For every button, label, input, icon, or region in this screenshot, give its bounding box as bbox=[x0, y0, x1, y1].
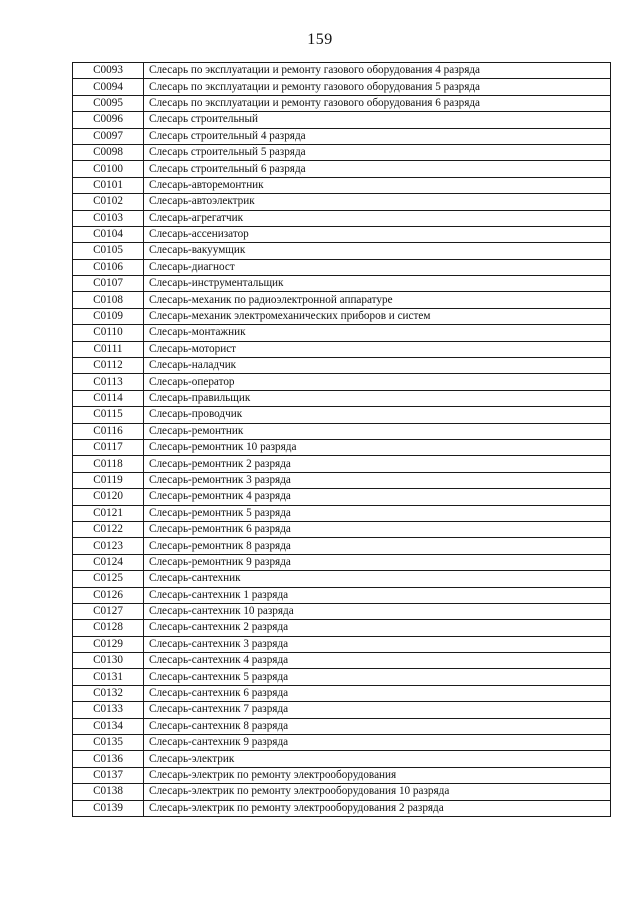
table-row bbox=[73, 784, 611, 800]
occupation-code: С0121 bbox=[73, 505, 144, 521]
occupation-name: Слесарь-сантехник 1 разряда bbox=[144, 587, 611, 603]
table-row bbox=[73, 358, 611, 374]
occupation-name: Слесарь-ремонтник 6 разряда bbox=[144, 521, 611, 537]
occupation-name: Слесарь-электрик bbox=[144, 751, 611, 767]
table-row bbox=[73, 603, 611, 619]
occupation-code: С0128 bbox=[73, 620, 144, 636]
occupation-name: Слесарь-ремонтник 5 разряда bbox=[144, 505, 611, 521]
occupation-code: С0130 bbox=[73, 653, 144, 669]
table-row bbox=[73, 226, 611, 242]
occupation-code: С0093 bbox=[73, 63, 144, 79]
table-row bbox=[73, 538, 611, 554]
table-body bbox=[73, 63, 611, 817]
table-row bbox=[73, 276, 611, 292]
occupation-code: С0109 bbox=[73, 308, 144, 324]
occupation-code: С0102 bbox=[73, 194, 144, 210]
occupation-name: Слесарь-механик по радиоэлектронной аппаратуре bbox=[144, 292, 611, 308]
table-row bbox=[73, 95, 611, 111]
table-row bbox=[73, 144, 611, 160]
occupation-name: Слесарь-наладчик bbox=[144, 358, 611, 374]
table-row bbox=[73, 325, 611, 341]
occupation-name: Слесарь-сантехник bbox=[144, 571, 611, 587]
occupation-code: С0117 bbox=[73, 439, 144, 455]
occupation-code: С0127 bbox=[73, 603, 144, 619]
table-row bbox=[73, 128, 611, 144]
table-row bbox=[73, 456, 611, 472]
occupation-name: Слесарь-авторемонтник bbox=[144, 177, 611, 193]
occupation-name: Слесарь строительный 4 разряда bbox=[144, 128, 611, 144]
table-row bbox=[73, 685, 611, 701]
table-row bbox=[73, 521, 611, 537]
occupation-code: С0133 bbox=[73, 702, 144, 718]
occupation-code: С0108 bbox=[73, 292, 144, 308]
occupation-code: С0136 bbox=[73, 751, 144, 767]
occupation-code: С0122 bbox=[73, 521, 144, 537]
occupation-code: С0104 bbox=[73, 226, 144, 242]
occupation-code: С0103 bbox=[73, 210, 144, 226]
occupation-code: С0094 bbox=[73, 79, 144, 95]
occupation-code: С0107 bbox=[73, 276, 144, 292]
table-row bbox=[73, 735, 611, 751]
table-row bbox=[73, 161, 611, 177]
occupation-code: С0100 bbox=[73, 161, 144, 177]
occupation-code: С0123 bbox=[73, 538, 144, 554]
table-row bbox=[73, 653, 611, 669]
occupation-name: Слесарь по эксплуатации и ремонту газового оборудования 5 разряда bbox=[144, 79, 611, 95]
table-row bbox=[73, 505, 611, 521]
occupation-name: Слесарь-электрик по ремонту электрооборудования 10 разряда bbox=[144, 784, 611, 800]
occupation-code: С0131 bbox=[73, 669, 144, 685]
occupation-code: С0125 bbox=[73, 571, 144, 587]
occupation-name: Слесарь-сантехник 2 разряда bbox=[144, 620, 611, 636]
occupation-name: Слесарь-агрегатчик bbox=[144, 210, 611, 226]
occupation-code: С0120 bbox=[73, 489, 144, 505]
occupation-code: С0126 bbox=[73, 587, 144, 603]
occupation-code: С0137 bbox=[73, 767, 144, 783]
occupation-code: С0106 bbox=[73, 259, 144, 275]
occupation-code: С0098 bbox=[73, 144, 144, 160]
occupation-code: С0134 bbox=[73, 718, 144, 734]
table-row bbox=[73, 79, 611, 95]
occupation-name: Слесарь-сантехник 8 разряда bbox=[144, 718, 611, 734]
table-row bbox=[73, 751, 611, 767]
occupation-name: Слесарь по эксплуатации и ремонту газового оборудования 4 разряда bbox=[144, 63, 611, 79]
occupation-name: Слесарь-сантехник 6 разряда bbox=[144, 685, 611, 701]
occupation-code: С0129 bbox=[73, 636, 144, 652]
occupation-name: Слесарь-диагност bbox=[144, 259, 611, 275]
table-row bbox=[73, 702, 611, 718]
occupation-name: Слесарь-сантехник 5 разряда bbox=[144, 669, 611, 685]
occupation-name: Слесарь-сантехник 7 разряда bbox=[144, 702, 611, 718]
occupation-code: С0095 bbox=[73, 95, 144, 111]
occupation-code: С0119 bbox=[73, 472, 144, 488]
occupation-code: С0096 bbox=[73, 112, 144, 128]
occupation-code: С0139 bbox=[73, 800, 144, 816]
occupation-code: С0105 bbox=[73, 243, 144, 259]
occupation-name: Слесарь по эксплуатации и ремонту газового оборудования 6 разряда bbox=[144, 95, 611, 111]
occupation-name: Слесарь-ассенизатор bbox=[144, 226, 611, 242]
occupation-name: Слесарь-моторист bbox=[144, 341, 611, 357]
occupation-name: Слесарь-правильщик bbox=[144, 390, 611, 406]
table-row bbox=[73, 554, 611, 570]
table-row bbox=[73, 112, 611, 128]
table-row bbox=[73, 341, 611, 357]
occupation-code: С0135 bbox=[73, 735, 144, 751]
occupation-code: С0097 bbox=[73, 128, 144, 144]
occupation-name: Слесарь-ремонтник 8 разряда bbox=[144, 538, 611, 554]
occupation-code: С0113 bbox=[73, 374, 144, 390]
table-row bbox=[73, 390, 611, 406]
occupation-name: Слесарь-ремонтник 9 разряда bbox=[144, 554, 611, 570]
occupation-name: Слесарь-сантехник 4 разряда bbox=[144, 653, 611, 669]
occupation-name: Слесарь-оператор bbox=[144, 374, 611, 390]
table-row bbox=[73, 571, 611, 587]
occupation-name: Слесарь-вакуумщик bbox=[144, 243, 611, 259]
table-row bbox=[73, 63, 611, 79]
table-row bbox=[73, 194, 611, 210]
occupation-name: Слесарь строительный bbox=[144, 112, 611, 128]
table-row bbox=[73, 259, 611, 275]
table-row bbox=[73, 636, 611, 652]
table-row bbox=[73, 718, 611, 734]
occupation-code: С0112 bbox=[73, 358, 144, 374]
occupation-name: Слесарь-инструментальщик bbox=[144, 276, 611, 292]
occupation-name: Слесарь-сантехник 10 разряда bbox=[144, 603, 611, 619]
occupation-name: Слесарь-ремонтник 10 разряда bbox=[144, 439, 611, 455]
table-row bbox=[73, 308, 611, 324]
table-row bbox=[73, 292, 611, 308]
table-row bbox=[73, 374, 611, 390]
occupation-name: Слесарь-механик электромеханических приборов и систем bbox=[144, 308, 611, 324]
occupation-name: Слесарь-ремонтник 3 разряда bbox=[144, 472, 611, 488]
occupation-code: С0124 bbox=[73, 554, 144, 570]
occupation-code: С0101 bbox=[73, 177, 144, 193]
table-row bbox=[73, 669, 611, 685]
occupation-name: Слесарь-ремонтник 4 разряда bbox=[144, 489, 611, 505]
table-row bbox=[73, 243, 611, 259]
occupation-code: С0118 bbox=[73, 456, 144, 472]
occupation-code: С0110 bbox=[73, 325, 144, 341]
occupation-name: Слесарь-автоэлектрик bbox=[144, 194, 611, 210]
occupation-name: Слесарь-электрик по ремонту электрооборудования bbox=[144, 767, 611, 783]
table-row bbox=[73, 620, 611, 636]
occupation-codes-table bbox=[72, 62, 611, 817]
occupation-code: С0111 bbox=[73, 341, 144, 357]
table-row bbox=[73, 767, 611, 783]
table-row bbox=[73, 489, 611, 505]
table-row bbox=[73, 423, 611, 439]
table-row bbox=[73, 210, 611, 226]
occupation-code: С0116 bbox=[73, 423, 144, 439]
table-row bbox=[73, 177, 611, 193]
occupation-name: Слесарь строительный 5 разряда bbox=[144, 144, 611, 160]
occupation-name: Слесарь-проводчик bbox=[144, 407, 611, 423]
occupation-name: Слесарь-электрик по ремонту электрооборудования 2 разряда bbox=[144, 800, 611, 816]
table-row bbox=[73, 439, 611, 455]
occupation-code: С0114 bbox=[73, 390, 144, 406]
occupation-code: С0132 bbox=[73, 685, 144, 701]
table-row bbox=[73, 800, 611, 816]
table-row bbox=[73, 472, 611, 488]
occupation-name: Слесарь-ремонтник bbox=[144, 423, 611, 439]
table-row bbox=[73, 587, 611, 603]
table-row bbox=[73, 407, 611, 423]
page-number: 159 bbox=[307, 31, 333, 48]
occupation-code: С0115 bbox=[73, 407, 144, 423]
occupation-name: Слесарь-сантехник 9 разряда bbox=[144, 735, 611, 751]
occupation-name: Слесарь строительный 6 разряда bbox=[144, 161, 611, 177]
occupation-name: Слесарь-монтажник bbox=[144, 325, 611, 341]
occupation-name: Слесарь-ремонтник 2 разряда bbox=[144, 456, 611, 472]
occupation-code: С0138 bbox=[73, 784, 144, 800]
occupation-name: Слесарь-сантехник 3 разряда bbox=[144, 636, 611, 652]
